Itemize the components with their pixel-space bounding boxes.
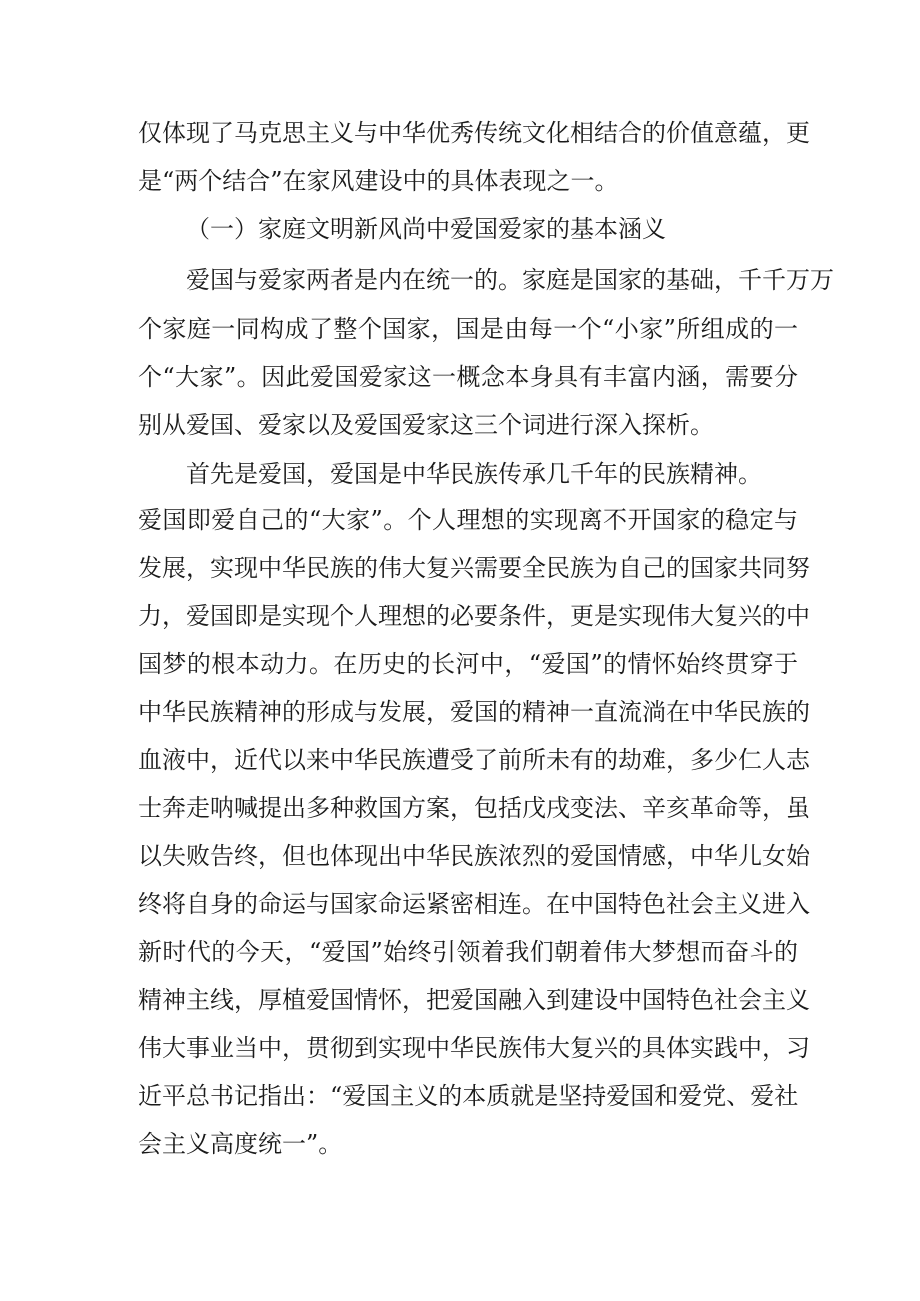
paragraph-line: 士奔走呐喊提出多种救国方案，包括戊戌变法、辛亥革命等，虽 — [138, 794, 810, 822]
paragraph-line: 国梦的根本动力。在历史的长河中，“爱国”的情怀始终贯穿于 — [138, 650, 798, 678]
paragraph-line: 会主义高度统一”。 — [138, 1130, 343, 1158]
paragraph-line: 个“大家”。因此爱国爱家这一概念本身具有丰富内涵，需要分 — [138, 363, 798, 391]
paragraph-line: 力，爱国即是实现个人理想的必要条件，更是实现伟大复兴的中 — [138, 602, 810, 630]
paragraph-line: 爱国即爱自己的“大家”。个人理想的实现离不开国家的稳定与 — [138, 506, 798, 534]
paragraph-line: 新时代的今天，“爱国”始终引领着我们朝着伟大梦想而奋斗的 — [138, 938, 798, 966]
paragraph-line: 中华民族精神的形成与发展，爱国的精神一直流淌在中华民族的 — [138, 698, 810, 726]
paragraph-line: 近平总书记指出：“爱国主义的本质就是坚持爱国和爱党、爱社 — [138, 1082, 799, 1110]
paragraph-line: 精神主线，厚植爱国情怀，把爱国融入到建设中国特色社会主义 — [138, 986, 810, 1014]
paragraph-line: 以失败告终，但也体现出中华民族浓烈的爱国情感，中华儿女始 — [138, 842, 810, 870]
paragraph-line: 首先是爱国，爱国是中华民族传承几千年的民族精神。 — [186, 460, 762, 488]
paragraph-line: 仅体现了马克思主义与中华优秀传统文化相结合的价值意蕴，更 — [138, 119, 810, 147]
paragraph-line: 伟大事业当中，贯彻到实现中华民族伟大复兴的具体实践中，习 — [138, 1034, 810, 1062]
paragraph-line: 发展，实现中华民族的伟大复兴需要全民族为自己的国家共同努 — [138, 554, 810, 582]
paragraph-line: 个家庭一同构成了整个国家，国是由每一个“小家”所组成的一 — [138, 315, 798, 343]
paragraph-line: 血液中，近代以来中华民族遭受了前所未有的劫难，多少仁人志 — [138, 746, 810, 774]
paragraph-line: 终将自身的命运与国家命运紧密相连。在中国特色社会主义进入 — [138, 890, 810, 918]
paragraph-line: 爱国与爱家两者是内在统一的。家庭是国家的基础，千千万万 — [186, 266, 834, 294]
paragraph-line: 别从爱国、爱家以及爱国爱家这三个词进行深入探析。 — [138, 411, 714, 439]
section-heading: （一）家庭文明新风尚中爱国爱家的基本涵义 — [186, 215, 666, 243]
paragraph-line: 是“两个结合”在家风建设中的具体表现之一。 — [138, 167, 619, 195]
